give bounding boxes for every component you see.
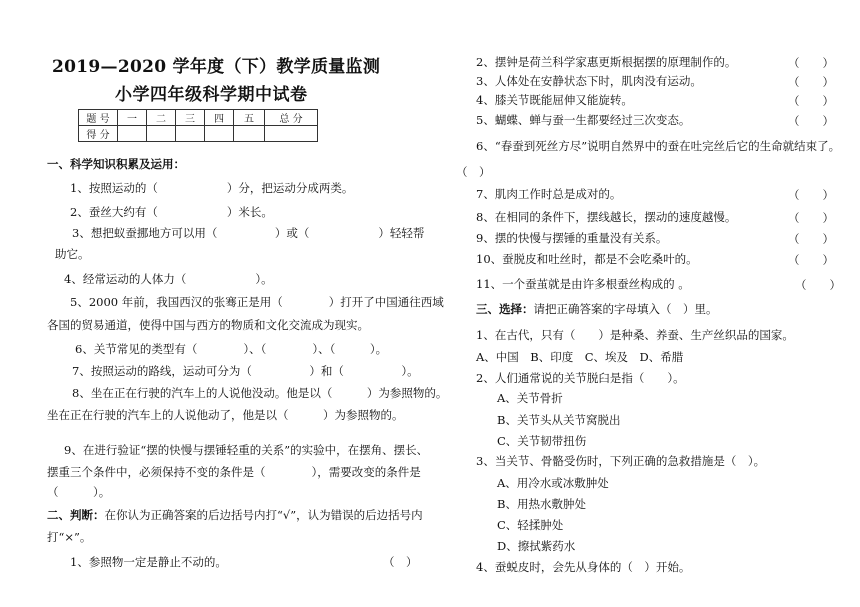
judge-10-answer[interactable]: （ ） [788,253,834,267]
judge-7-answer[interactable]: （ ） [788,188,834,202]
score-cell[interactable] [205,126,234,142]
question-2: 2、蚕丝大约有（ ）米长。 [70,205,273,219]
question-5-line1: 5、2000 年前，我国西汉的张骞正是用（ ）打开了中国通往西域 [70,295,444,309]
judge-6-answer[interactable]: （ ） [456,165,491,179]
choice-2-option-c: C、关节韧带扭伤 [497,434,587,448]
choice-3-option-c: C、轻揉肿处 [497,518,564,532]
section-2-heading: 二、判断： [47,508,105,522]
choice-3-option-b: B、用热水敷肿处 [497,497,586,511]
exam-title-year: 2019—2020 学年度（下）教学质量监测 [52,57,381,77]
question-3-line2: 助它。 [55,247,90,261]
section-3-line [476,302,718,316]
section-3-instructions: 请把正确答案的字母填入（ ）里。 [533,302,718,316]
score-header-cell: 三 [176,110,205,126]
question-9-line3: （ ）。 [47,485,111,499]
section-2-instructions: 在你认为正确答案的后边括号内打“√”，认为错误的后边括号内 [104,508,423,522]
question-1: 1、按照运动的（ ）分，把运动分成两类。 [70,181,354,195]
choice-1: 1、在古代，只有（ ）是种桑、养蚕、生产丝织品的国家。 [476,328,794,342]
question-5-line2: 各国的贸易通道，使得中国与西方的物质和文化交流成为现实。 [47,318,369,332]
score-cell[interactable] [234,126,265,142]
judge-10: 10、蚕脱皮和吐丝时，都是不会吃桑叶的。 [476,252,698,266]
score-header-cell: 五 [234,110,265,126]
question-3-line1: 3、想把蚁蚕挪地方可以用（ ）或（ ）轻轻帮 [72,226,425,240]
choice-3: 3、当关节、骨骼受伤时，下列正确的急救措施是（ ）。 [476,454,766,468]
section-3-heading: 三、选择： [476,302,534,316]
score-header-cell: 二 [147,110,176,126]
exam-title-subject: 小学四年级科学期中试卷 [115,85,308,105]
score-header-cell: 一 [118,110,147,126]
choice-1-options: A、中国 B、印度 C、埃及 D、希腊 [476,350,684,364]
score-header-cell: 四 [205,110,234,126]
score-table [78,109,318,142]
score-row-label: 得 分 [79,126,118,142]
section-2-line1 [47,508,423,522]
question-7: 7、按照运动的路线，运动可分为（ ）和（ ）。 [72,364,419,378]
judge-4: 4、膝关节既能屈伸又能旋转。 [476,93,633,107]
judge-2-answer[interactable]: （ ） [788,56,834,70]
judge-3-answer[interactable]: （ ） [788,75,834,89]
score-header-cell: 总 分 [265,110,318,126]
choice-2: 2、人们通常说的关节脱臼是指（ ）。 [476,371,685,385]
section-2-line2: 打“×”。 [47,530,92,544]
question-6: 6、关节常见的类型有（ ）、（ ）、（ ）。 [75,342,388,356]
judge-9: 9、摆的快慢与摆锤的重量没有关系。 [476,231,668,245]
judge-5: 5、蝴蝶、蝉与蚕一生都要经过三次变态。 [476,113,691,127]
judge-7: 7、肌肉工作时总是成对的。 [476,187,622,201]
judge-8-answer[interactable]: （ ） [788,211,834,225]
choice-3-option-d: D、擦拭紫药水 [497,539,576,553]
choice-4: 4、蚕蜕皮时，会先从身体的（ ）开始。 [476,560,691,574]
question-4: 4、经常运动的人体力（ ）。 [64,272,273,286]
score-cell[interactable] [118,126,147,142]
question-9-line1: 9、在进行验证“摆的快慢与摆锤轻重的关系”的实验中，在摆角、摆长、 [64,443,429,457]
choice-2-option-b: B、关节头从关节窝脱出 [497,413,621,427]
judge-1-answer[interactable]: （ ） [383,555,418,569]
question-8-line1: 8、坐在正在行驶的汽车上的人说他没动。他是以（ ）为参照物的。 [72,386,448,400]
score-cell[interactable] [147,126,176,142]
section-1-heading: 一、科学知识积累及运用： [47,157,185,171]
question-9-line2: 摆重三个条件中，必须保持不变的条件是（ ），需要改变的条件是 [47,465,421,479]
judge-5-answer[interactable]: （ ） [788,114,834,128]
judge-3: 3、人体处在安静状态下时，肌肉没有运动。 [476,74,702,88]
score-cell[interactable] [265,126,318,142]
score-cell[interactable] [176,126,205,142]
score-header-cell: 题 号 [79,110,118,126]
judge-11-answer[interactable]: （ ） [795,278,841,292]
judge-6-line1: 6、“春蚕到死丝方尽”说明自然界中的蚕在吐完丝后它的生命就结束了。 [476,139,841,153]
judge-9-answer[interactable]: （ ） [788,232,834,246]
judge-4-answer[interactable]: （ ） [788,94,834,108]
choice-3-option-a: A、用冷水或冰敷肿处 [497,476,609,490]
judge-1: 1、参照物一定是静止不动的。 [70,555,227,569]
judge-2: 2、摆钟是荷兰科学家惠更斯根据摆的原理制作的。 [476,55,737,69]
choice-2-option-a: A、关节骨折 [497,391,563,405]
question-8-line2: 坐在正在行驶的汽车上的人说他动了，他是以（ ）为参照物的。 [47,408,404,422]
judge-8: 8、在相同的条件下，摆线越长，摆动的速度越慢。 [476,210,737,224]
judge-11: 11、一个蚕茧就是由许多根蚕丝构成的 。 [476,277,690,291]
